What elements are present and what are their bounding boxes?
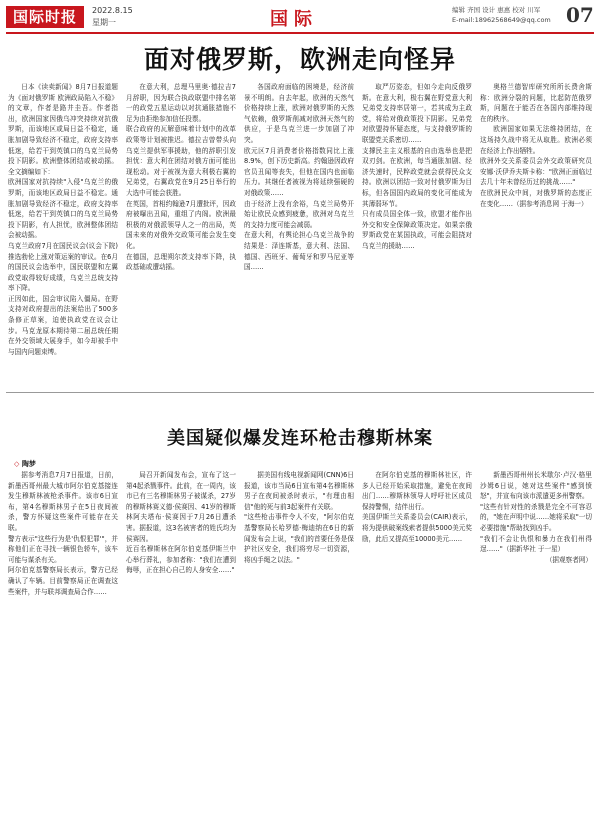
article2-headline: 美国疑似爆发连环枪击穆斯林案: [167, 428, 433, 449]
masthead: [0, 0, 600, 34]
article2-byline: [14, 459, 36, 469]
contact-email: E-mail:18962568649@qq.com: [452, 16, 551, 24]
article1-column-text: 取严厉姿态，但如今走向反俄罗斯。在意大利，极右翼在野党意大利兄弟党支持率居第一，若其成为主政党，将给对俄政策投下阴影。兄弟党对欧盟持怀疑态度，与支持俄罗斯的联盟党关系密切…… 支撑民主主义根基的自由选举也是把双刃剑。在欧洲，每当通胀加剧、经济失速时，民粹政党就会获得民众支持。欧洲以团结一致对付俄罗斯为目标，但各国国内政局的变化可能成为其薄弱环节。 只有成员国全体一致，欧盟才能作出外交和安全保障政策决定。如果亲俄罗斯政党在某国执政，可能会阻挠对乌克兰的援助……: [362, 83, 472, 250]
article1-column-4: [362, 82, 472, 378]
article1-column-text: 在意大利，总理马里奥·德拉吉7月辞职，因为联合执政联盟中排名第一的政党五星运动以对抗通胀措施不足为由拒绝参加信任投票。 联合政府的瓦解意味着计划中的改革政策等计划被推迟。德拉吉曾带头向乌克兰提供军事援助，他的辞职引发担忧：意大利在团结对俄方面可能出现松动。对于被视为意大利极右翼的兄弟党，右翼政党在9月25日举行的大选中可能会获胜。 在英国，首相约翰逊7月遭批评，因政府被曝出丑闻，重组了内阁。欧洲最积极的对俄派领导人之一的出局，英国未来的对俄外交政策可能会发生变化。 在德国，总理朔尔茨支持率下降，执政基础或遭动摇。: [126, 83, 236, 272]
article2-column-text: 据参考消息7月7日报道，日前，新墨西哥州最大城市阿尔伯克基接连发生穆斯林被枪杀事件。该市6日宣布，第4名穆斯林男子在5日夜间被杀，警方怀疑这些案件可能存在关联。 警方表示"这些行为是'仇恨犯罪'"，并称他们正在寻找一辆银色轿车，该车可能与谋杀有关。 阿尔伯克基警察局长表示，警方已经确认了车辆。目前警察局正在调查这些案件，并与联邦调查局合作……: [8, 471, 118, 596]
article2-column-1: [8, 470, 118, 822]
article2-signature: （据观察者网）: [545, 555, 592, 564]
article2-column-4: [362, 470, 472, 822]
issue-date: 2022.8.15: [92, 6, 133, 15]
article1-column-5: [480, 82, 592, 378]
article1-column-text: 日本《读卖新闻》8月7日报道题为《面对俄罗斯 欧洲政局陷入不稳》的文章，作者是路井圭吾。作者指出，欧洲国家因俄乌冲突持续对抗俄罗斯，而该地区或局日益不稳定，通胀加剧导致经济不稳定，政府支持率低迷，给若干到英镇口的乌克兰局势投下阴影。欧洲整体团结或被动摇。全文摘编如下： 欧洲国家对抗持续"入侵"乌克兰的俄罗斯，而该地区政局日益不稳定。通胀加剧导致经济不稳定，政府支持率低迷，给若干到英镇口的乌克兰局势投下阴影，有人担忧，欧洲整体团结会被动摇。 乌克兰政府7月在国民议会(议会下院)推选勃伦上涨对策运案的审议。在6月的国民议会选举中，国民联盟和左翼政党取得较好成绩，乌克兰总统支持率下降。 正因如此，国会审议陷入僵局。在野支持对政府提出的法案给出了500多条修正草案，迫使执政党在议会让步。马克龙原本期待第二届总统任期在外交领域大展身手，如今却被手中与国内问题束缚。: [8, 83, 118, 356]
article1-column-3: [244, 82, 354, 378]
article2-column-text: 在阿尔伯克基的穆斯林社区，许多人已经开始采取措施，避免在夜间出门……穆斯林领导人呼吁社区成员保持警惕，结伴出行。 美国伊斯兰关系委员会(CAIR)表示，将为提供破案线索者提供5000美元奖励，此后又提高至10000美元……: [362, 471, 472, 543]
masthead-rule: [6, 32, 594, 34]
article1-headline: 面对俄罗斯，欧洲走向怪异: [143, 45, 456, 74]
article1-column-text: 各国政府面临的困境是，经济前景不明朗。自去年起，欧洲的天然气价格持续上涨，欧洲对俄罗斯的天然气依赖，俄罗斯削减对欧洲天然气的供应，于是乌克兰进一步加剧了冲突。 欧元区7月消费者价格指数同比上涨8.9%，创下历史新高。约翰逊因政府官员丑闻等丧失，但他在国内也面临压力。其继任者被视为将延续强硬的对俄政策…… 由于经济上没有余裕，乌克兰局势开始让欧民众感到疲惫，欧洲对乌克兰的支持力度可能会减弱。 在意大利，有舆论担心乌克兰战争的结果是：泽连斯基，意大利、法国、德国、西班牙、葡萄牙和罗马尼亚等国……: [244, 83, 354, 272]
article2-column-text: 局召开新闻发布会，宣布了这一第4起杀戮事件。此前，在一周内，该市已有三名穆斯林男子被谋杀，27岁的穆斯林赛义德·侯赛因、41岁的穆斯林阿夫塔布·侯赛因于7月26日遭杀害。据报道，这3名被害者的姓氏均为侯赛因。 近百名穆斯林在阿尔伯克基伊斯兰中心举行葬礼，参加者称："我们在遭到侮辱，正在担心自己的人身安全……": [126, 471, 236, 575]
article1-column-1: [8, 82, 118, 378]
article1-column-text: 奥格兰德智库研究所所长费舍斯称：欧洲分裂的问题，比起防范俄罗斯，问题在于能否在各国内部维持现在的秩序。: [480, 83, 592, 123]
byline-marker-icon: ◇: [14, 460, 20, 468]
article-divider: [6, 392, 594, 393]
article2-column-5: [480, 470, 592, 822]
issue-weekday: 星期一: [92, 18, 116, 27]
article1-column-text: 欧洲国家如果无法维持团结，在这场持久战中将无从取胜。欧洲必须在经济上作出牺牲。 欧洲外交关系委员会外交政策研究员安娜·沃伊乔夫斯卡称："欧洲正面临过去几十年未曾经历过的挑战……" 在欧洲民众中间，对俄罗斯的态度正在变化……（据参考消息网 于海一）: [480, 125, 592, 208]
article2-column-2: [126, 470, 236, 822]
byline-author: 陶梦: [21, 460, 36, 468]
article2-column-text: 据美国有线电视新闻网(CNN)6日报道，该市当局6日宣布第4名穆斯林男子在夜间被杀时表示，"有理由相信"他的死与前3起案件有关联。 "这些枪击事件令人不安，"阿尔伯克基警察局长哈罗德·梅迪纳在6日的新闻发布会上说，"我们的首要任务是保护社区安全，我们将穷尽一切资源，将凶手绳之以法。": [244, 471, 354, 564]
article2-column-3: [244, 470, 354, 822]
article1-column-2: [126, 82, 236, 378]
section-title: 国际: [270, 9, 318, 30]
editor-credits: 编辑 齐国 设计 惠惠 校对 川军: [452, 6, 541, 14]
newspaper-logo: 国际时报: [6, 6, 84, 28]
page-number: 07: [566, 3, 594, 27]
article2-column-text: 新墨西哥州州长米歇尔·卢汉·格里沙姆6日说，她对这些案件"感到愤怒"，并宣布向该市派遣更多州警察。 "这些有针对性的杀戮是完全不可容忍的，"她在声明中说……她将采取"一切必要措施"帮助找到凶手。 "我们不会让仇恨和暴力在我们州得逞……"（据新华社 于一星）: [480, 471, 592, 554]
